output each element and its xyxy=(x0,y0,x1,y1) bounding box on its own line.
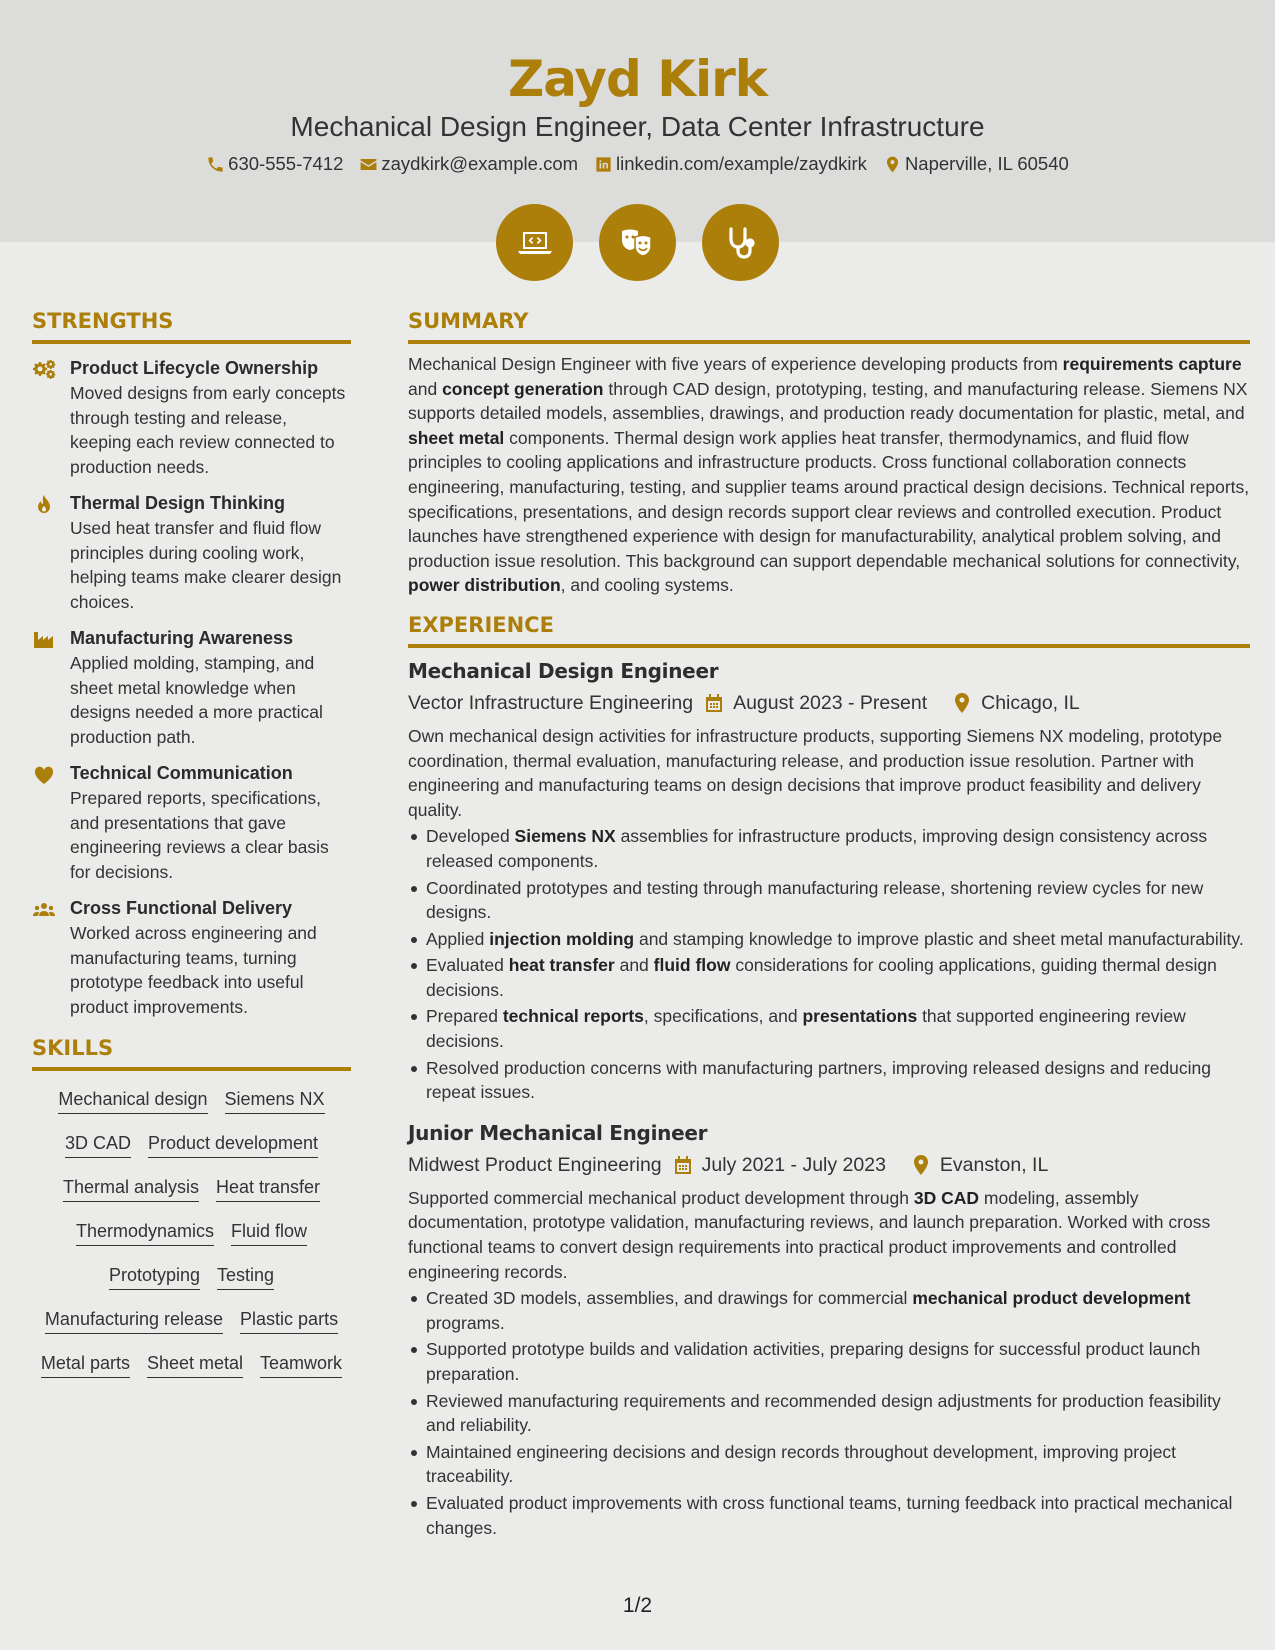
summary-heading: SUMMARY xyxy=(408,306,1250,344)
job-bullet xyxy=(408,876,1250,925)
job-meta xyxy=(408,688,1250,718)
flame-icon xyxy=(32,494,56,514)
strength-item xyxy=(32,761,351,884)
strength-body xyxy=(70,356,351,479)
stethoscope-icon xyxy=(721,223,761,263)
skill-tag: 3D CAD xyxy=(65,1129,131,1158)
skill-tag: Fluid flow xyxy=(231,1217,307,1246)
skill-tag: Metal parts xyxy=(41,1349,130,1378)
strength-title: Product Lifecycle Ownership xyxy=(70,358,319,378)
bold-keyword: sheet metal xyxy=(408,427,505,448)
strength-item xyxy=(32,896,351,1019)
text-segment: and xyxy=(408,378,443,399)
job-bullet xyxy=(408,927,1250,952)
map-pin-icon xyxy=(912,1155,930,1175)
job-description xyxy=(408,1186,1250,1284)
header-band xyxy=(0,0,1275,242)
text-segment: through CAD design, prototyping, testing, and manufacturing release. Siemens NX supports detailed models, assemblies, drawings, and production ready documentation for plastic, metal, and xyxy=(408,378,1248,424)
job-bullet xyxy=(408,1337,1250,1386)
left-column xyxy=(32,306,351,1378)
bold-keyword: 3D CAD xyxy=(913,1187,979,1208)
linkedin-icon xyxy=(594,155,613,174)
job-company: Vector Infrastructure Engineering xyxy=(408,691,694,714)
skill-tag: Prototyping xyxy=(109,1261,200,1290)
skill-tag: Teamwork xyxy=(260,1349,342,1378)
skill-tag: Manufacturing release xyxy=(45,1305,223,1334)
strength-item xyxy=(32,626,351,749)
laptop-code-icon xyxy=(515,223,555,263)
strength-body xyxy=(70,896,351,1019)
candidate-title: Mechanical Design Engineer, Data Center Infrastructure xyxy=(290,111,985,142)
text-segment: components. Thermal design work applies heat transfer, thermodynamics, and fluid flow principles to cooling applications and infrastructure products. Cross functional collaboration connects engineering, manufacturing, testing, and supplier teams around practical design decisions. Technical reports, specifications, presentations, and design records support clear reviews and controlled execution. Product launches have strengthened experience with design for manufacturability, analytical problem solving, and production issue resolution. This background can support dependable mechanical solutions for connectivity, xyxy=(408,427,1250,571)
heart-icon xyxy=(32,764,56,784)
strength-description: Prepared reports, specifications, and presentations that gave engineering reviews a clear basis for decisions. xyxy=(70,788,329,882)
strength-description: Used heat transfer and fluid flow principles during cooling work, helping teams make clearer design choices. xyxy=(70,518,342,612)
text-segment: assemblies for infrastructure products, improving design consistency across released components. xyxy=(426,826,1208,871)
text-segment: Applied xyxy=(426,928,490,949)
skill-tag: Mechanical design xyxy=(58,1085,207,1114)
bold-keyword: mechanical product development xyxy=(912,1288,1191,1309)
linkedin-text: linkedin.com/example/zaydkirk xyxy=(616,153,867,174)
text-segment: that supported engineering review decisions. xyxy=(426,1006,1186,1052)
job-meta xyxy=(408,1150,1250,1180)
strength-item xyxy=(32,356,351,479)
job-bullets xyxy=(408,1286,1250,1540)
strength-body xyxy=(70,626,351,749)
strength-title: Thermal Design Thinking xyxy=(70,493,286,513)
bold-keyword: concept generation xyxy=(442,378,604,399)
bold-keyword: heat transfer xyxy=(508,955,615,976)
text-segment: , specifications, and xyxy=(643,1006,803,1027)
text-segment: Created 3D models, assemblies, and drawings for commercial xyxy=(426,1288,913,1309)
text-segment: , and cooling systems. xyxy=(560,575,734,596)
contact-phone[interactable] xyxy=(206,150,343,178)
text-segment: Supported prototype builds and validation activities, preparing designs for successful product launch preparation. xyxy=(426,1339,1201,1384)
text-segment: and stamping knowledge to improve plastic and sheet metal manufacturability. xyxy=(634,928,1244,949)
strength-title: Technical Communication xyxy=(70,763,293,783)
job-description xyxy=(408,724,1250,822)
bold-keyword: fluid flow xyxy=(653,955,731,976)
job-location: Evanston, IL xyxy=(939,1153,1049,1176)
strength-title: Manufacturing Awareness xyxy=(70,628,294,648)
phone-icon xyxy=(206,155,225,174)
strength-icon-wrap xyxy=(32,626,70,749)
laptop-code-badge xyxy=(496,204,573,281)
text-segment: Reviewed manufacturing requirements and recommended design adjustments for production feasibility and reliability. xyxy=(426,1390,1221,1436)
interest-icons xyxy=(0,204,1275,281)
bold-keyword: presentations xyxy=(802,1006,918,1027)
job-bullet xyxy=(408,1491,1250,1540)
strength-icon-wrap xyxy=(32,491,70,614)
strength-description: Moved designs from early concepts through testing and release, keeping each review connected to production needs. xyxy=(70,383,346,477)
job-dates: August 2023 - Present xyxy=(733,691,928,714)
strength-body xyxy=(70,491,351,614)
job-bullet xyxy=(408,824,1250,873)
skill-tag: Thermodynamics xyxy=(76,1217,214,1246)
text-segment: Resolved production concerns with manufacturing partners, improving released designs and reducing repeat issues. xyxy=(426,1057,1212,1103)
job-bullet xyxy=(408,1286,1250,1335)
calendar-icon xyxy=(705,693,723,713)
strength-icon-wrap xyxy=(32,896,70,1019)
email-text: zaydkirk@example.com xyxy=(381,153,579,174)
text-segment: Own mechanical design activities for infrastructure products, supporting Siemens NX modeling, prototype coordination, thermal evaluation, manufacturing release, and production issue resolution. Partner with engineering and manufacturing teams on design decisions that improve product feasibility and delivery quality. xyxy=(408,725,1223,820)
bold-keyword: technical reports xyxy=(502,1006,644,1027)
job-entry xyxy=(408,1119,1250,1540)
users-icon xyxy=(32,899,56,919)
calendar-icon xyxy=(674,1155,692,1175)
job-entry xyxy=(408,657,1250,1105)
skill-tag: Plastic parts xyxy=(240,1305,338,1334)
bold-keyword: Siemens NX xyxy=(514,826,616,847)
map-pin-icon xyxy=(883,155,902,174)
job-bullet xyxy=(408,1056,1250,1105)
strength-icon-wrap xyxy=(32,761,70,884)
text-segment: Maintained engineering decisions and design records throughout development, improving project traceability. xyxy=(426,1441,1177,1487)
job-bullet xyxy=(408,1440,1250,1489)
text-segment: Coordinated prototypes and testing through manufacturing release, shortening review cycles for new designs. xyxy=(426,877,1204,923)
contact-email[interactable] xyxy=(359,150,578,178)
envelope-icon xyxy=(359,155,378,174)
right-column xyxy=(408,306,1250,1542)
bold-keyword: injection molding xyxy=(489,928,635,949)
text-segment: Prepared xyxy=(426,1006,503,1027)
page-number: 1/2 xyxy=(622,1594,653,1617)
location-text: Naperville, IL 60540 xyxy=(904,153,1069,174)
job-bullet xyxy=(408,1389,1250,1438)
skill-tag: Testing xyxy=(217,1261,274,1290)
phone-text: 630-555-7412 xyxy=(228,153,344,174)
job-title: Mechanical Design Engineer xyxy=(408,658,719,683)
skill-tag: Sheet metal xyxy=(147,1349,243,1378)
text-segment: Mechanical Design Engineer with five years of experience developing products from xyxy=(408,354,1063,374)
strength-description: Worked across engineering and manufacturing teams, turning prototype feedback into useful product improvements. xyxy=(70,923,317,1017)
text-segment: Developed xyxy=(426,826,515,847)
strength-item xyxy=(32,491,351,614)
contact-linkedin[interactable] xyxy=(594,150,867,178)
skill-tag: Product development xyxy=(148,1129,318,1158)
job-dates: July 2021 - July 2023 xyxy=(701,1153,886,1176)
job-location: Chicago, IL xyxy=(981,691,1080,714)
job-title: Junior Mechanical Engineer xyxy=(408,1120,708,1145)
text-segment: and xyxy=(614,955,654,976)
job-bullet xyxy=(408,953,1250,1002)
experience-list xyxy=(408,657,1250,1540)
skills-heading: SKILLS xyxy=(32,1033,351,1071)
stethoscope-badge xyxy=(702,204,779,281)
skill-tag: Siemens NX xyxy=(225,1085,325,1114)
industry-icon xyxy=(32,629,56,649)
contact-bar xyxy=(0,150,1275,178)
strength-title: Cross Functional Delivery xyxy=(70,898,293,918)
text-segment: Evaluated product improvements with cross functional teams, turning feedback into practical mechanical changes. xyxy=(426,1492,1233,1538)
theater-masks-badge xyxy=(599,204,676,281)
strength-body xyxy=(70,761,351,884)
strengths-heading: STRENGTHS xyxy=(32,306,351,344)
text-segment: modeling, assembly documentation, prototype validation, manufacturing reviews, and launch preparation. Worked with cross functional teams to convert design requirements into practical product improvements and controlled engineering records. xyxy=(408,1187,1211,1282)
skill-tag: Heat transfer xyxy=(216,1173,320,1202)
job-company: Midwest Product Engineering xyxy=(408,1153,662,1176)
candidate-name: Zayd Kirk xyxy=(507,50,768,108)
skills-list xyxy=(32,1085,351,1378)
contact-location xyxy=(883,150,1069,178)
map-pin-icon xyxy=(953,693,971,713)
strengths-list xyxy=(32,356,351,1019)
text-segment: Evaluated xyxy=(426,955,509,976)
bold-keyword: power distribution xyxy=(408,575,561,596)
strength-icon-wrap xyxy=(32,356,70,479)
experience-heading: EXPERIENCE xyxy=(408,610,1250,648)
bold-keyword: requirements capture xyxy=(1062,354,1242,374)
text-segment: Supported commercial mechanical product development through xyxy=(408,1187,914,1208)
text-segment: programs. xyxy=(426,1312,505,1333)
job-bullet xyxy=(408,1004,1250,1053)
text-segment: considerations for cooling applications, guiding thermal design decisions. xyxy=(426,955,1217,1000)
theater-masks-icon xyxy=(618,223,658,263)
summary-text xyxy=(408,352,1250,598)
job-bullets xyxy=(408,824,1250,1105)
gears-icon xyxy=(32,359,56,379)
strength-description: Applied molding, stamping, and sheet metal knowledge when designs needed a more practical production path. xyxy=(70,653,323,747)
skill-tag: Thermal analysis xyxy=(63,1173,199,1202)
